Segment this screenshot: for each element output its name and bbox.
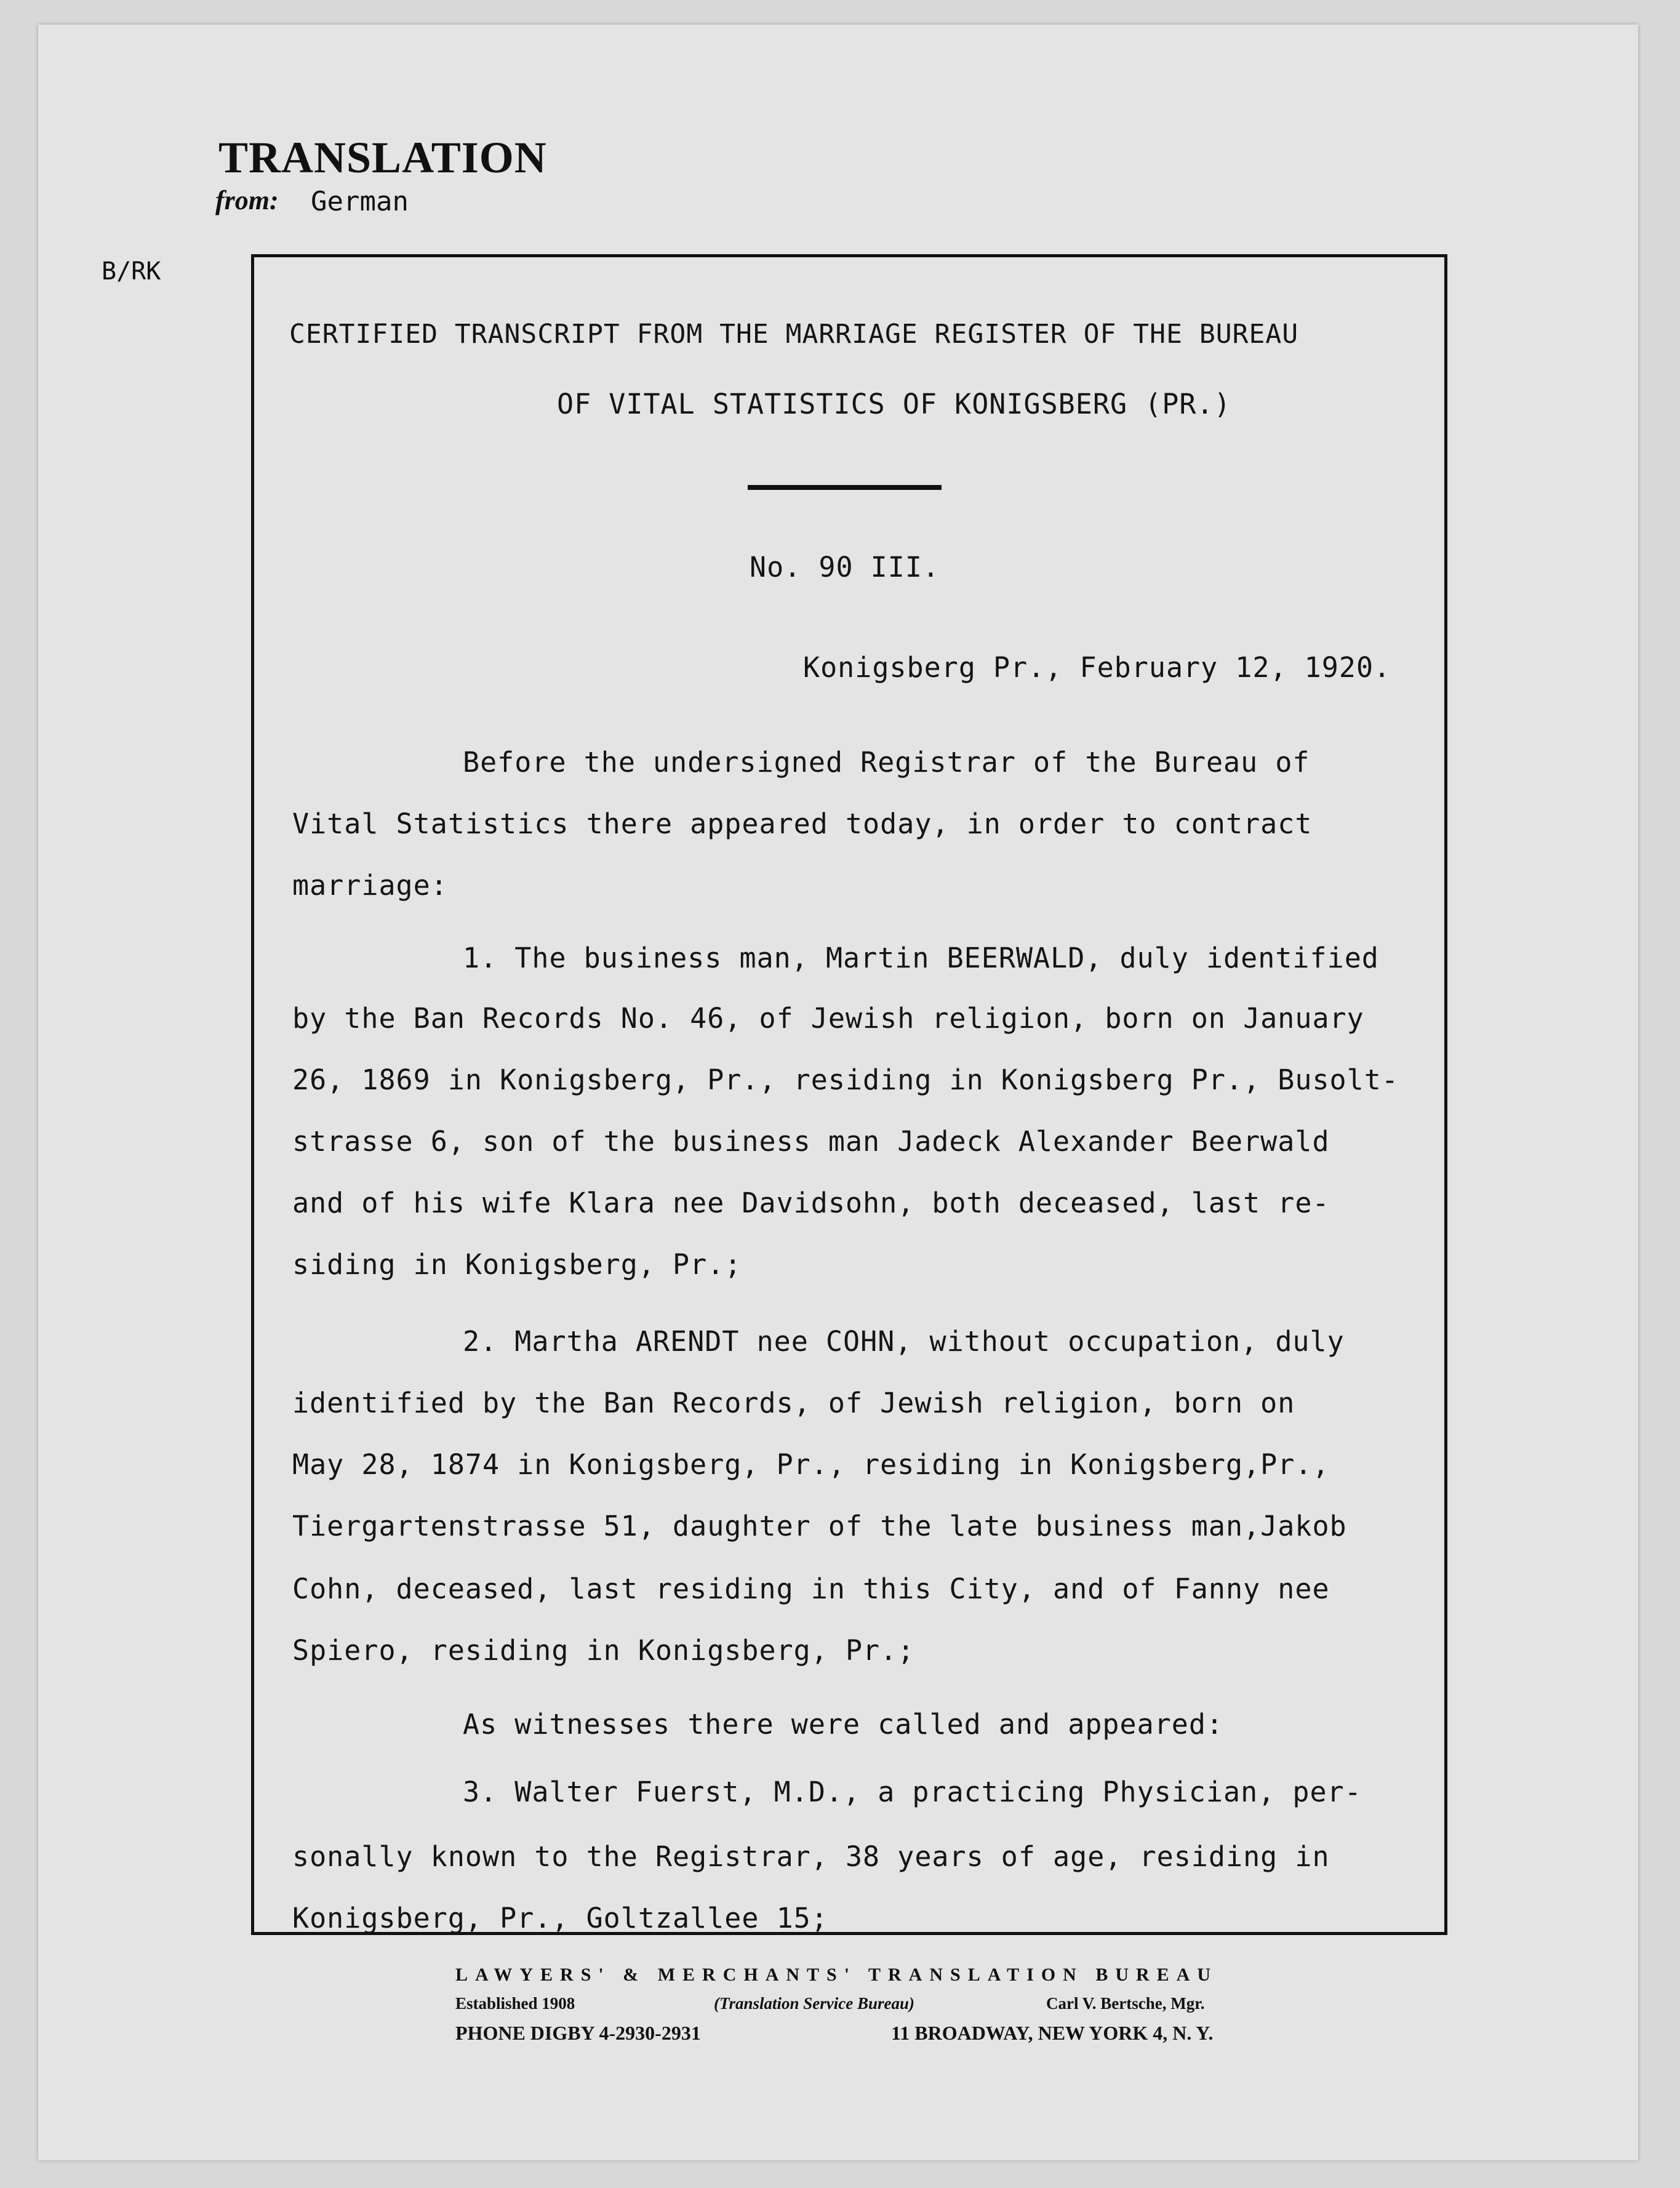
phone-number: PHONE DIGBY 4-2930-2931: [455, 2022, 701, 2044]
body-line: strasse 6, son of the business man Jadeck Alexander Beerwald: [292, 1125, 1330, 1158]
body-line: 2. Martha ARENDT nee COHN, without occupation, duly: [463, 1325, 1345, 1358]
body-line: Spiero, residing in Konigsberg, Pr.;: [292, 1634, 915, 1667]
register-number: No. 90 III.: [750, 551, 940, 583]
heading-rule: [748, 485, 942, 490]
body-line: 3. Walter Fuerst, M.D., a practicing Physician, per-: [463, 1776, 1362, 1808]
body-line: As witnesses there were called and appeared:: [463, 1708, 1224, 1741]
from-label: from:: [215, 185, 279, 215]
document-heading-line-2: OF VITAL STATISTICS OF KONIGSBERG (PR.): [557, 388, 1231, 420]
document-date: Konigsberg Pr., February 12, 1920.: [803, 651, 1391, 684]
reference-code: B/RK: [102, 257, 161, 286]
office-address: 11 BROADWAY, NEW YORK 4, N. Y.: [891, 2022, 1214, 2044]
body-line: and of his wife Klara nee Davidsohn, both deceased, last re-: [292, 1187, 1330, 1219]
body-line: 26, 1869 in Konigsberg, Pr., residing in Konigsberg Pr., Busolt-: [292, 1064, 1399, 1096]
document-heading-line-1: CERTIFIED TRANSCRIPT FROM THE MARRIAGE REGISTER OF THE BUREAU: [289, 319, 1299, 350]
body-line: marriage:: [292, 869, 448, 902]
manager-name: Carl V. Bertsche, Mgr.: [1046, 1994, 1205, 2013]
body-line: Cohn, deceased, last residing in this City, and of Fanny nee: [292, 1573, 1330, 1605]
source-language: German: [311, 186, 409, 217]
body-line: May 28, 1874 in Konigsberg, Pr., residing in Konigsberg,Pr.,: [292, 1448, 1330, 1481]
bureau-name: LAWYERS' & MERCHANTS' TRANSLATION BUREAU: [455, 1965, 1218, 1985]
body-line: by the Ban Records No. 46, of Jewish religion, born on January: [292, 1002, 1364, 1035]
translation-title: TRANSLATION: [218, 133, 547, 182]
body-line: siding in Konigsberg, Pr.;: [292, 1248, 742, 1281]
established-year: Established 1908: [455, 1994, 575, 2013]
service-name: (Translation Service Bureau): [714, 1994, 915, 2013]
body-line: Konigsberg, Pr., Goltzallee 15;: [292, 1902, 828, 1934]
body-line: sonally known to the Registrar, 38 years of age, residing in: [292, 1840, 1330, 1873]
body-line: 1. The business man, Martin BEERWALD, duly identified: [463, 942, 1379, 974]
body-line: Vital Statistics there appeared today, in order to contract: [292, 807, 1313, 840]
body-line: Before the undersigned Registrar of the Bureau of: [463, 746, 1310, 779]
body-line: identified by the Ban Records, of Jewish religion, born on: [292, 1387, 1295, 1419]
body-line: Tiergartenstrasse 51, daughter of the late business man,Jakob: [292, 1510, 1347, 1542]
